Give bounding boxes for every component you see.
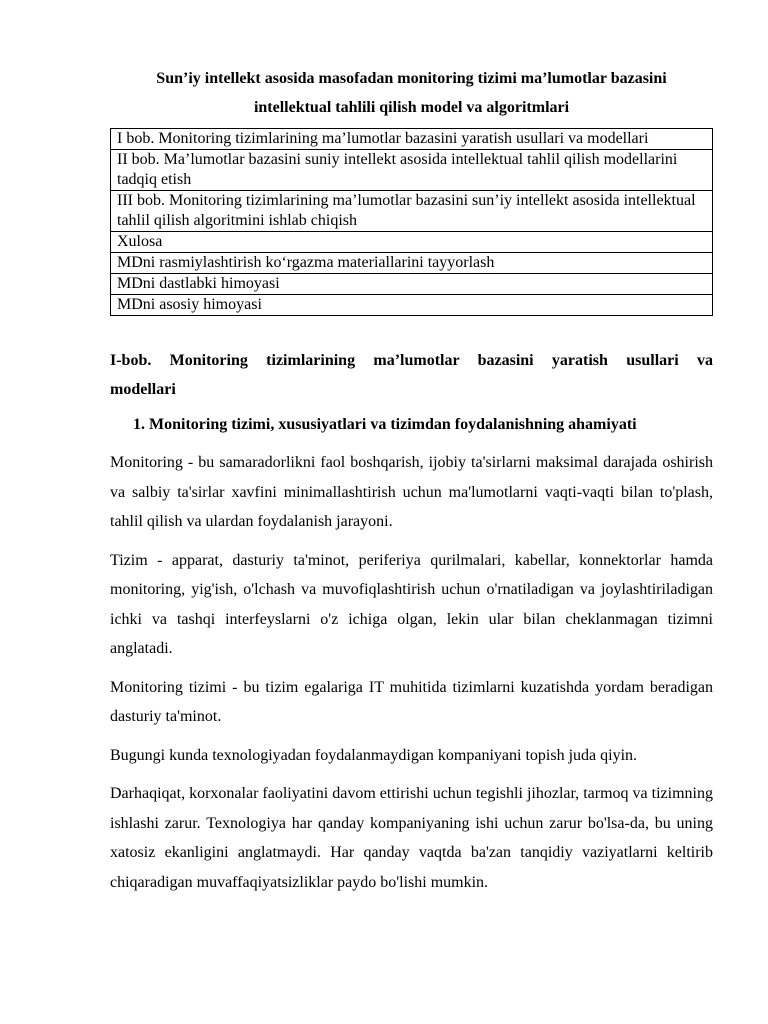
contents-row: [111, 150, 713, 191]
contents-cell-materials: MDni rasmiylashtirish ko‘rgazma materiallarini tayyorlash: [111, 253, 713, 274]
contents-cell-preliminary-defense: MDni dastlabki himoyasi: [111, 274, 713, 295]
contents-row: [111, 191, 713, 232]
contents-row: [111, 129, 713, 150]
paragraph-technology-usage: Bugungi kunda texnologiyadan foydalanmaydigan kompaniyani topish juda qiyin.: [110, 746, 638, 764]
contents-row: [111, 295, 713, 316]
contents-table: [110, 128, 713, 316]
document-title-line-2: intellektual tahlili qilish model va algoritmlari: [253, 99, 570, 116]
contents-row: [111, 232, 713, 253]
chapter-heading-line-2: modellari: [110, 381, 176, 398]
chapter-heading-line-1: I-bob. Monitoring tizimlarining ma’lumotlar bazasini yaratish usullari va: [110, 352, 713, 369]
contents-row: [111, 253, 713, 274]
contents-cell-chapter-1: I bob. Monitoring tizimlarining ma’lumotlar bazasini yaratish usullari va modellari: [111, 129, 713, 150]
contents-row: [111, 274, 713, 295]
section-heading: 1. Monitoring tizimi, xususiyatlari va tizimdan foydalanishning ahamiyati: [133, 416, 637, 433]
contents-cell-main-defense: MDni asosiy himoyasi: [111, 295, 713, 316]
document-page: [110, 64, 713, 897]
document-title-line-1: Sun’iy intellekt asosida masofadan monitoring tizimi ma’lumotlar bazasini: [156, 70, 667, 87]
chapter-heading: [110, 346, 713, 404]
paragraph-monitoring-definition: Monitoring - bu samaradorlikni faol boshqarish, ijobiy ta'sirlarni maksimal darajada oshirish va salbiy ta'sirlar xavfini minimallashtirish uchun ma'lumotlarni vaqti-vaqti bilan to'plash, tahlil qilish va ulardan foydalanish jarayoni.: [110, 454, 713, 530]
document-title: [110, 64, 713, 122]
paragraph-monitoring-system: Monitoring tizimi - bu tizim egalariga IT muhitida tizimlarni kuzatishda yordam beradigan dasturiy ta'minot.: [110, 678, 713, 725]
contents-cell-conclusion: Xulosa: [111, 232, 713, 253]
paragraph-system-definition: Tizim - apparat, dasturiy ta'minot, periferiya qurilmalari, kabellar, konnektorlar hamda monitoring, yig'ish, o'lchash va muvofiqlashtirish uchun o'rnatiladigan va joylashtiriladigan ichki va tashqi interfeyslarni o'z ichiga olgan, lekin ular bilan cheklanmagan tizimni anglatadi.: [110, 551, 713, 657]
contents-cell-chapter-2: II bob. Ma’lumotlar bazasini suniy intellekt asosida intellektual tahlil qilish modellarini tadqiq etish: [111, 150, 713, 191]
paragraph-failures: Darhaqiqat, korxonalar faoliyatini davom ettirishi uchun tegishli jihozlar, tarmoq va tizimning ishlashi zarur. Texnologiya har qanday kompaniyaning ishi uchun zarur bo'lsa-da, bu uning xatosiz ekanligini anglatmaydi. Har qanday vaqtda ba'zan tanqidiy vaziyatlarni keltirib chiqaradigan muvaffaqiyatsizliklar paydo bo'lishi mumkin.: [110, 785, 713, 891]
contents-cell-chapter-3: III bob. Monitoring tizimlarining ma’lumotlar bazasini sun’iy intellekt asosida intellektual tahlil qilish algoritmini ishlab chiqish: [111, 191, 713, 232]
